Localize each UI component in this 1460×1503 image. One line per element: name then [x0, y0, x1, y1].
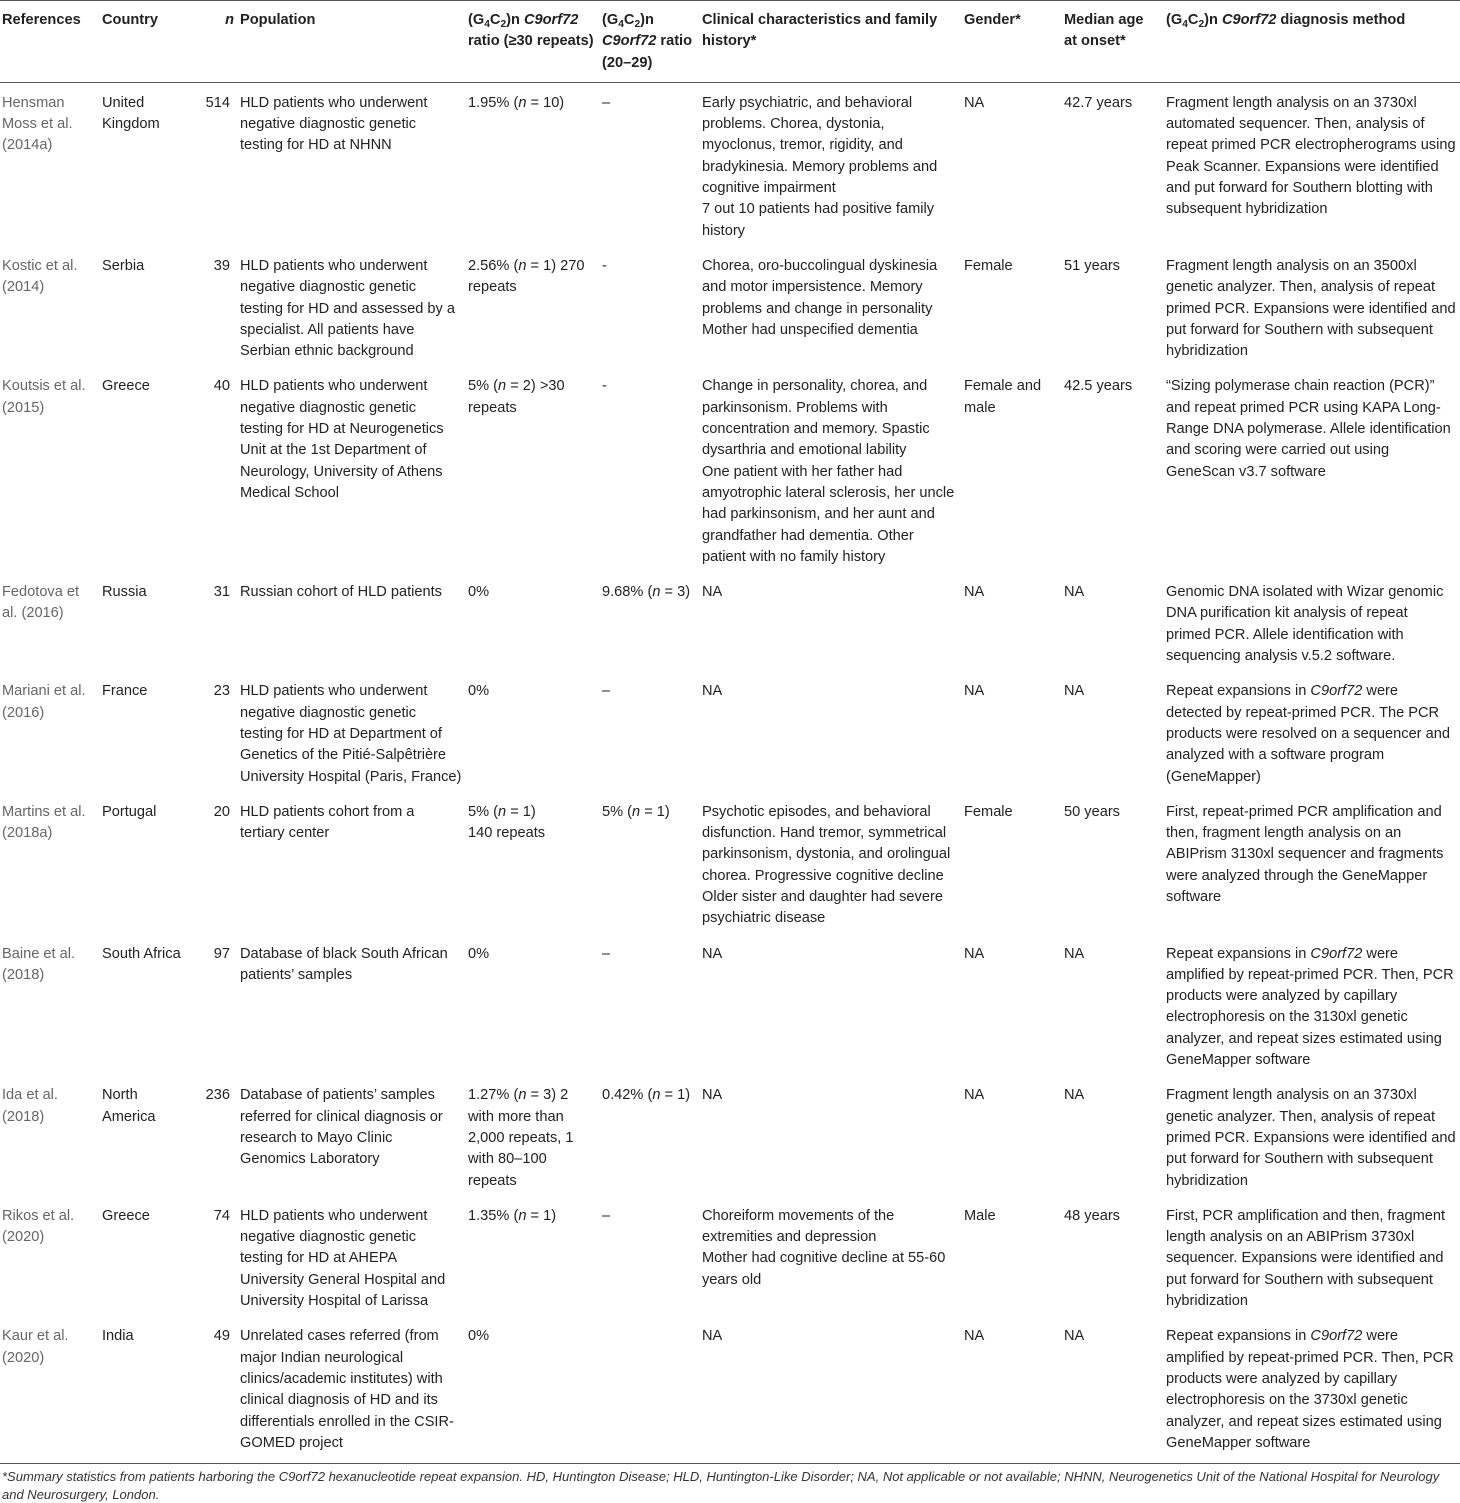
cell-method: Genomic DNA isolated with Wizar genomic DNA purification kit analysis of repeat primed PCR. Allele identification with sequencing analysis v.5.2 software. — [1166, 584, 1444, 665]
cell-gender: Female — [964, 257, 1013, 274]
cell-gender: NA — [964, 94, 985, 111]
cell-population: Russian cohort of HLD patients — [240, 584, 442, 601]
cell-reference: Fedotova et al. (2016) — [2, 584, 80, 622]
cell-country: Greece — [102, 378, 150, 395]
cell-method: Fragment length analysis on an 3500xl genetic analyzer. Then, analysis of repeat primed PCR. Expansions were identified and put forward for Southern with subsequent hybridization — [1166, 257, 1456, 360]
table-row — [0, 934, 1460, 1076]
header-references: References — [0, 1, 100, 83]
cell-age: 48 years — [1064, 1207, 1120, 1224]
cell-reference: Hensman Moss et al. (2014a) — [2, 94, 73, 154]
cell-gender: NA — [962, 1316, 1062, 1463]
cell-age: NA — [1062, 1316, 1164, 1463]
cell-gender: NA — [964, 683, 985, 700]
cell-ratio-20: 5% (n = 1) — [602, 803, 670, 820]
cell-n: 23 — [213, 683, 230, 700]
cell-clinical: Psychotic episodes, and behavioral disfunction. Hand tremor, symmetrical parkinsonism, dystonia, and orolingual chorea. Progressive cognitive decline Older sister and daughter had severe psychiatric disease — [702, 803, 951, 927]
table-row — [0, 792, 1460, 934]
header-country: Country — [100, 1, 196, 83]
cell-reference: Mariani et al. (2016) — [2, 683, 86, 721]
cell-clinical: Chorea, oro-buccolingual dyskinesia and motor impersistence. Memory problems and change in personality Mother had unspecified dementia — [702, 257, 938, 338]
cell-n: 20 — [213, 803, 230, 820]
cell-gender: Male — [964, 1207, 996, 1224]
cell-gender: NA — [964, 945, 985, 962]
cell-reference: Kaur et al. (2020) — [0, 1316, 100, 1463]
cell-ratio-30: 2.56% (n = 1) 270 repeats — [468, 257, 585, 296]
cell-ratio-20: – — [602, 683, 611, 700]
header-clinical: Clinical characteristics and family history* — [700, 1, 962, 83]
cell-country: United Kingdom — [102, 94, 160, 133]
table-row — [0, 671, 1460, 791]
cell-reference: Rikos et al. (2020) — [2, 1207, 75, 1246]
cell-country: Portugal — [102, 803, 157, 820]
header-population: Population — [238, 1, 466, 83]
cell-n: 236 — [205, 1087, 230, 1104]
cell-reference: Baine et al. (2018) — [2, 945, 76, 983]
cell-ratio-30: 0% — [468, 584, 490, 601]
cell-ratio-30: 0% — [468, 683, 490, 700]
header-ratio-30: $(G_4C_2)n$ C9orf72 ratio (≥30 repeats) — [466, 1, 600, 83]
header-ratio-20: $(G_4C_2)n$ C9orf72 ratio (20–29) — [600, 1, 700, 83]
cell-ratio-20: – — [602, 94, 611, 111]
cell-ratio-30: 1.35% (n = 1) — [468, 1207, 557, 1224]
cell-clinical: NA — [702, 683, 723, 700]
header-method: $(G_4C_2)n$ C9orf72 diagnosis method — [1164, 1, 1460, 83]
cell-country: Greece — [102, 1207, 150, 1224]
cell-ratio-20: 0.42% (n = 1) — [602, 1087, 691, 1104]
cell-country: Serbia — [102, 257, 145, 274]
cell-ratio-30: 0% — [466, 1316, 600, 1463]
cell-clinical: NA — [702, 1087, 723, 1104]
cell-age: 42.5 years — [1064, 378, 1133, 395]
cell-age: NA — [1064, 945, 1085, 962]
cell-method: First, PCR amplification and then, fragment length analysis on an ABIPrism 3730xl sequencer. Expansions were identified and put forward for Southern with subsequent hybridization — [1166, 1207, 1446, 1310]
cell-clinical: NA — [700, 1316, 962, 1463]
table-row — [0, 572, 1460, 671]
cell-country: South Africa — [102, 945, 181, 962]
table-footnote: *Summary statistics from patients harboring the C9orf72 hexanucleotide repeat expansion. HD, Huntington Disease; HLD, Huntington-Like Disorder; NA, Not applicable or not available; NHNN, Neurogenetics Unit of the National Hospital for Neurology and Neurosurgery, London. — [2, 1469, 1440, 1502]
cell-method: Repeat expansions in C9orf72 were amplified by repeat-primed PCR. Then, PCR products were analyzed by capillary electrophoresis on the 3730xl genetic analyzer, and repeat sizes estimated using GeneMapper software — [1164, 1316, 1460, 1463]
header-row — [0, 1, 1460, 83]
cell-population: HLD patients who underwent negative diagnostic genetic testing for HD at Department of Genetics of the Pitié-Salpêtrière University Hospital (Paris, France) — [240, 683, 462, 785]
cell-reference: Ida et al. (2018) — [2, 1087, 58, 1125]
cell-n: 31 — [213, 584, 230, 601]
cell-n: 514 — [205, 94, 230, 111]
header-gender: Gender* — [962, 1, 1062, 83]
cell-ratio-20: 9.68% (n = 3) — [602, 584, 691, 601]
cell-method: Repeat expansions in C9orf72 were detected by repeat-primed PCR. The PCR products were resolved on a sequencer and analyzed with a software program (GeneMapper) — [1166, 683, 1450, 785]
cell-population: HLD patients who underwent negative diagnostic genetic testing for HD at Neurogenetics Unit at the 1st Department of Neurology, University of Athens Medical School — [240, 378, 444, 501]
cell-country: Russia — [102, 584, 147, 601]
header-n: n — [196, 1, 238, 83]
cell-age: 42.7 years — [1064, 94, 1133, 111]
cell-country: India — [100, 1316, 196, 1463]
table-row — [0, 1316, 1460, 1463]
cell-gender: Female — [964, 803, 1013, 820]
cell-n: 49 — [196, 1316, 238, 1463]
table-row — [0, 246, 1460, 366]
cell-n: 39 — [213, 257, 230, 274]
cell-population: HLD patients who underwent negative diagnostic genetic testing for HD at NHNN — [240, 94, 428, 154]
cell-ratio-30: 1.95% (n = 10) — [468, 94, 565, 111]
cell-ratio-20: – — [602, 945, 611, 962]
cell-method: Repeat expansions in C9orf72 were amplified by repeat-primed PCR. Then, PCR products were analyzed by capillary electrophoresis on the 3130xl genetic analyzer, and repeat sizes estimated using GeneMapper software — [1166, 945, 1454, 1069]
cell-age: 50 years — [1064, 803, 1120, 820]
cell-ratio-30: 5% (n = 2) >30 repeats — [468, 378, 565, 416]
cell-method: First, repeat-primed PCR amplification and then, fragment length analysis on an ABIPrism 3130xl sequencer and fragments were analyzed through the GeneMapper software — [1166, 803, 1444, 905]
table-row — [0, 1196, 1460, 1316]
table-row — [0, 1075, 1460, 1195]
cell-country: North America — [102, 1087, 156, 1125]
cell-age: NA — [1064, 584, 1085, 601]
cell-population: Database of patients’ samples referred for clinical diagnosis or research to Mayo Clinic Genomics Laboratory — [240, 1087, 443, 1168]
cell-population: HLD patients who underwent negative diagnostic genetic testing for HD at AHEPA University General Hospital and University Hospital of Larissa — [240, 1207, 446, 1310]
cell-population: HLD patients who underwent negative diagnostic genetic testing for HD and assessed by a specialist. All patients have Serbian ethnic background — [240, 257, 455, 360]
cell-gender: NA — [964, 1087, 985, 1104]
cell-gender: NA — [964, 584, 985, 601]
cell-ratio-30: 5% (n = 1) 140 repeats — [468, 803, 546, 842]
cell-population: Unrelated cases referred (from major Indian neurological clinics/academic institutes) with clinical diagnosis of HD and its differentials enrolled in the CSIR-GOMED project — [238, 1316, 466, 1463]
cell-population: HLD patients cohort from a tertiary center — [240, 803, 415, 842]
cell-method: Fragment length analysis on an 3730xl genetic analyzer. Then, analysis of repeat primed PCR. Expansions were identified and put forward for Southern with subsequent hybridization — [1166, 1087, 1456, 1189]
cell-reference: Martins et al. (2018a) — [2, 803, 86, 842]
cell-gender: Female and male — [964, 378, 1042, 416]
cell-reference: Koutsis et al. (2015) — [2, 378, 86, 416]
cell-n: 74 — [213, 1207, 230, 1224]
cell-clinical: Early psychiatric, and behavioral problems. Chorea, dystonia, myoclonus, tremor, rigidity, and bradykinesia. Memory problems and cognitive impairment 7 out 10 patients had positive family history — [702, 94, 938, 239]
cell-ratio-20 — [600, 1316, 700, 1463]
cell-age: NA — [1064, 683, 1085, 700]
cell-ratio-30: 1.27% (n = 3) 2 with more than 2,000 repeats, 1 with 80–100 repeats — [468, 1087, 574, 1189]
cell-clinical: Change in personality, chorea, and parkinsonism. Problems with concentration and memory. Spastic dysarthria and emotional lability One patient with her father had amyotrophic lateral sclerosis, her uncle had parkinsonism, and her aunt and grandfather had dementia. Other patient with no family history — [702, 378, 955, 565]
cell-clinical: NA — [702, 945, 723, 962]
cell-method: Fragment length analysis on an 3730xl automated sequencer. Then, analysis of repeat primed PCR electropherograms using Peak Scanner. Expansions were identified and put forward for Southern blotting with subsequent hybridization — [1166, 94, 1456, 218]
cell-ratio-30: 0% — [468, 945, 490, 962]
cell-method: “Sizing polymerase chain reaction (PCR)” and repeat primed PCR using KAPA Long-Range DNA polymerase. Allele identification and scoring were carried out using GeneScan v3.7 software — [1166, 378, 1451, 480]
cell-ratio-20: - — [602, 257, 607, 274]
cell-clinical: Choreiform movements of the extremities and depression Mother had cognitive decline at 55-60 years old — [702, 1207, 946, 1288]
cell-ratio-20: - — [602, 378, 607, 395]
header-age: Median age at onset* — [1062, 1, 1164, 83]
cell-age: 51 years — [1064, 257, 1120, 274]
cell-clinical: NA — [702, 584, 723, 601]
table-row — [0, 366, 1460, 572]
table-row — [0, 82, 1460, 246]
cell-reference: Kostic et al. (2014) — [2, 257, 78, 296]
cell-population: Database of black South African patients’ samples — [240, 945, 448, 983]
cell-n: 97 — [213, 945, 230, 962]
cell-n: 40 — [213, 378, 230, 395]
cell-ratio-20: – — [602, 1207, 611, 1224]
cell-country: France — [102, 683, 148, 700]
cell-age: NA — [1064, 1087, 1085, 1104]
